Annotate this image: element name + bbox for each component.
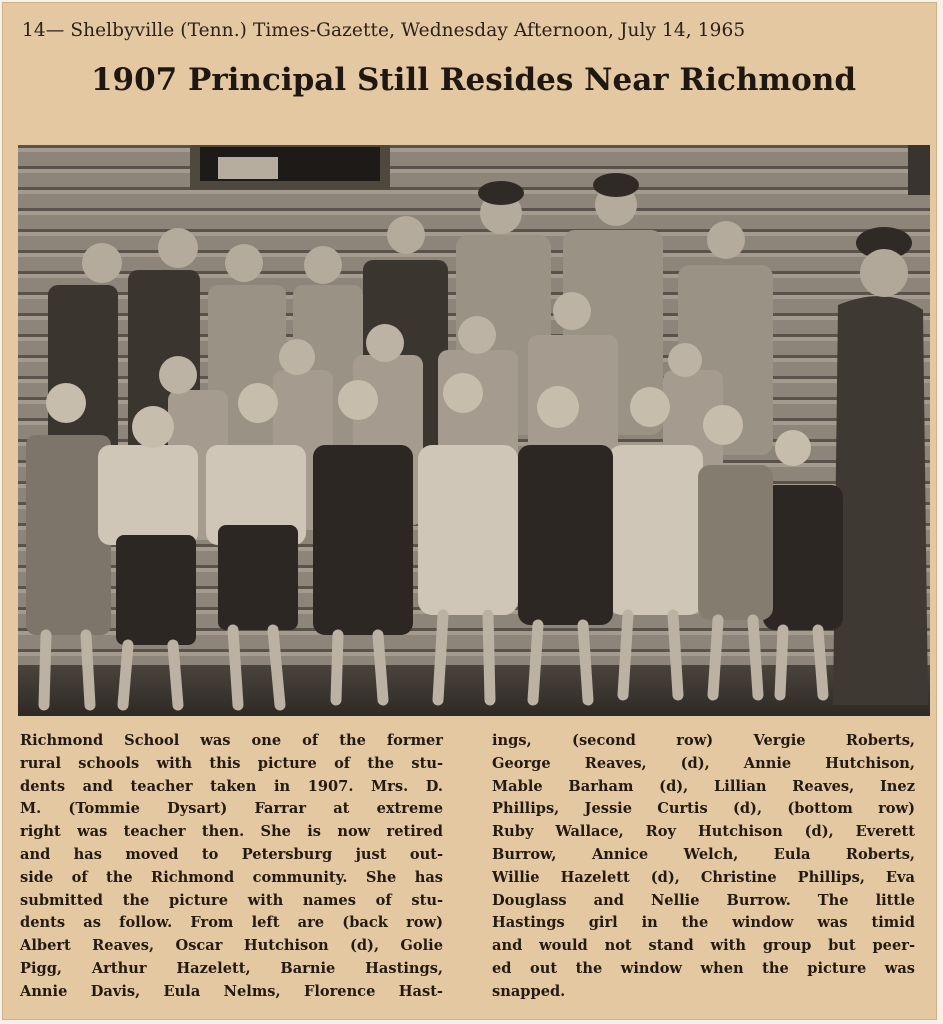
caption-line: George Reaves, (d), Annie Hutchison, xyxy=(492,754,915,772)
caption-line: side of the Richmond community. She has xyxy=(20,868,443,886)
caption-line: and would not stand with group but peer- xyxy=(492,937,915,955)
caption-line: Richmond School was one of the former xyxy=(20,732,443,749)
caption-line: snapped. xyxy=(492,982,566,1000)
caption-line: ings, (second row) Vergie Roberts, xyxy=(492,732,915,749)
caption-line: Douglass and Nellie Burrow. The little xyxy=(492,891,915,909)
school-group-photo xyxy=(18,145,930,716)
caption-line: Ruby Wallace, Roy Hutchison (d), Everett xyxy=(492,823,915,841)
caption-line: Hastings girl in the window was timid xyxy=(492,914,915,932)
caption-line: submitted the picture with names of stu- xyxy=(20,891,443,909)
caption-line: Albert Reaves, Oscar Hutchison (d), Golie xyxy=(20,937,443,955)
caption-line: ed out the window when the picture was xyxy=(492,959,915,977)
caption-line: Willie Hazelett (d), Christine Phillips, Eva xyxy=(492,868,915,886)
caption-line: dents and teacher taken in 1907. Mrs. D. xyxy=(20,777,443,795)
caption-line: M. (Tommie Dysart) Farrar at extreme xyxy=(20,800,443,818)
caption-line: dents as follow. From left are (back row) xyxy=(20,914,443,932)
caption-line: Phillips, Jessie Curtis (d), (bottom row) xyxy=(492,800,915,818)
newspaper-clipping xyxy=(2,2,937,1020)
caption-line: Pigg, Arthur Hazelett, Barnie Hastings, xyxy=(20,959,443,977)
caption-right-column xyxy=(492,730,915,1004)
caption-left-column xyxy=(20,730,443,1004)
caption-line: and has moved to Petersburg just out- xyxy=(20,845,443,863)
headline: 1907 Principal Still Resides Near Richmond xyxy=(90,62,857,98)
caption-line: Annie Davis, Eula Nelms, Florence Hast- xyxy=(20,982,443,1000)
caption-line: rural schools with this picture of the stu- xyxy=(20,754,443,772)
dateline: 14— Shelbyville (Tenn.) Times-Gazette, Wednesday Afternoon, July 14, 1965 xyxy=(22,20,746,41)
caption-line: Mable Barham (d), Lillian Reaves, Inez xyxy=(492,777,915,795)
caption-line: right was teacher then. She is now retired xyxy=(20,823,443,841)
caption-line: Burrow, Annice Welch, Eula Roberts, xyxy=(492,845,915,863)
school-group-photo-icon xyxy=(18,145,930,716)
